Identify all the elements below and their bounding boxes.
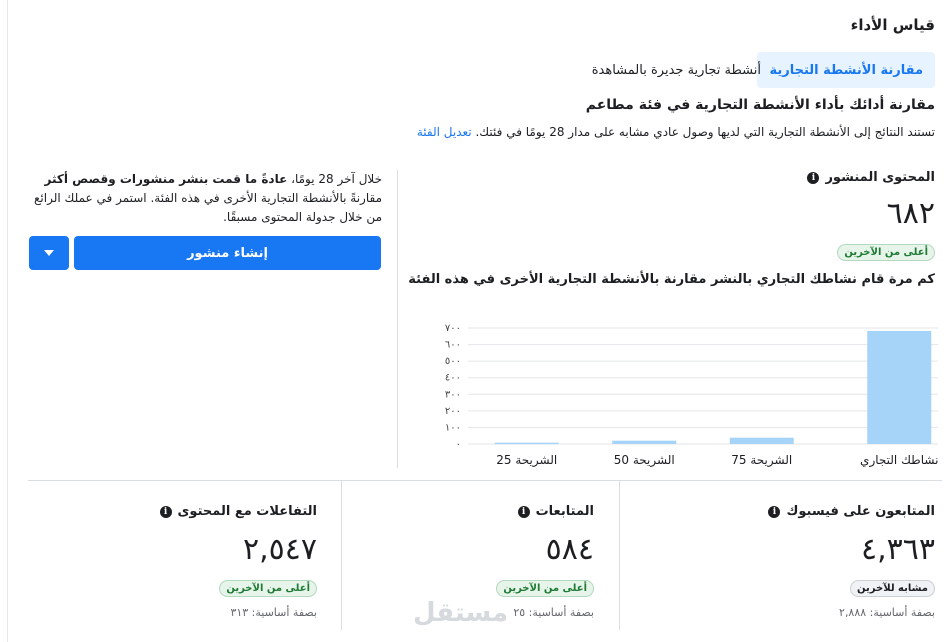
chart-bar (495, 443, 559, 445)
metric-header (160, 504, 317, 519)
metric-label: التفاعلات مع المحتوى (177, 504, 317, 519)
chevron-down-icon (44, 250, 54, 256)
metric-header (768, 504, 935, 519)
chart-y-tick-label: ٢٠٠ (444, 405, 461, 417)
status-badge: أعلى من الآخرين (837, 244, 935, 261)
published-content-header (807, 170, 935, 185)
posts-bar-chart (413, 310, 943, 470)
summary-text-part1: خلال آخر 28 يومًا، (287, 172, 382, 186)
edit-category-link[interactable]: تعديل الفئة (416, 125, 472, 139)
metric-content-interactions (57, 504, 317, 634)
vertical-divider (397, 170, 398, 468)
performance-panel (7, 0, 951, 642)
metric-facebook-followers (635, 504, 935, 634)
chart-bar (867, 331, 931, 444)
chart-y-tick-label: ٦٠٠ (444, 339, 461, 351)
info-icon[interactable]: i (518, 506, 530, 518)
horizontal-divider (28, 480, 942, 481)
chart-y-tick-label: ٧٠٠ (444, 323, 461, 334)
chart-x-label: الشريحة 50 (613, 453, 675, 467)
chart-x-label: الشريحة 25 (496, 453, 558, 467)
metric-baseline: بصفة أساسية: ٢,٨٨٨ (839, 606, 935, 619)
chart-bar (730, 438, 794, 444)
metric-baseline: بصفة أساسية: ٣١٣ (230, 606, 317, 619)
metric-value: ٤,٣٦٣ (861, 532, 935, 567)
chart-y-tick-label: ١٠٠ (444, 422, 461, 434)
chart-y-ticks (445, 323, 461, 450)
tab-compare-businesses[interactable]: مقارنة الأنشطة التجارية (757, 52, 935, 88)
summary-text-bold: عادةً ما قمت بنشر منشورات وقصص أكثر (44, 172, 288, 186)
chart-x-label: الشريحة 75 (731, 453, 793, 467)
tab-businesses-to-watch[interactable]: أنشطة تجارية جديرة بالمشاهدة (591, 62, 761, 78)
metric-label: المتابعون على فيسبوك (786, 504, 935, 519)
info-icon[interactable]: i (807, 172, 819, 184)
info-icon[interactable]: i (768, 506, 780, 518)
comparison-title: مقارنة أدائك بأداء الأنشطة التجارية في فئة مطاعم (585, 97, 935, 113)
summary-text (32, 170, 382, 227)
comparison-subtitle-text: تستند النتائج إلى الأنشطة التجارية التي لديها وصول عادي مشابه على مدار 28 يومًا في فئتك. (475, 125, 935, 139)
metric-baseline: بصفة أساسية: ٢٥ (513, 606, 594, 619)
watermark-logo: مستقل (413, 598, 509, 628)
info-icon[interactable]: i (160, 506, 172, 518)
create-post-dropdown-button[interactable] (29, 236, 69, 270)
comparison-subtitle (417, 125, 935, 139)
chart-x-label: نشاطك التجاري (860, 453, 939, 467)
status-badge: أعلى من الآخرين (496, 580, 594, 597)
metric-label: المتابعات (535, 504, 594, 519)
status-badge: مشابه للآخرين (850, 580, 935, 597)
chart-y-tick-label: ٤٠٠ (444, 372, 461, 384)
metric-header (518, 504, 594, 519)
metric-value: ٥٨٤ (545, 532, 594, 567)
chart-bar (612, 441, 676, 444)
chart-y-tick-label: ٣٠٠ (444, 389, 461, 401)
published-content-value: ٦٨٢ (886, 196, 935, 231)
metric-value: ٢,٥٤٧ (243, 532, 317, 567)
summary-text-part2: مقارنةً بالأنشطة التجارية الأخرى في هذه الفئة. استمر في عملك الرائع من خلال جدولة المحتوى مسبقًا. (34, 191, 382, 224)
chart-x-labels (496, 453, 938, 468)
create-post-button[interactable]: إنشاء منشور (74, 236, 381, 270)
published-content-label: المحتوى المنشور (825, 170, 935, 185)
metric-divider (341, 480, 342, 630)
status-badge: أعلى من الآخرين (219, 580, 317, 597)
page-title: قياس الأداء (850, 16, 935, 34)
metric-divider (619, 480, 620, 630)
chart-y-tick-label: ٠ (455, 439, 461, 450)
chart-y-tick-label: ٥٠٠ (444, 356, 461, 368)
chart-title: كم مرة قام نشاطك التجاري بالنشر مقارنة بالأنشطة التجارية الأخرى في هذه الفئة (408, 272, 935, 287)
